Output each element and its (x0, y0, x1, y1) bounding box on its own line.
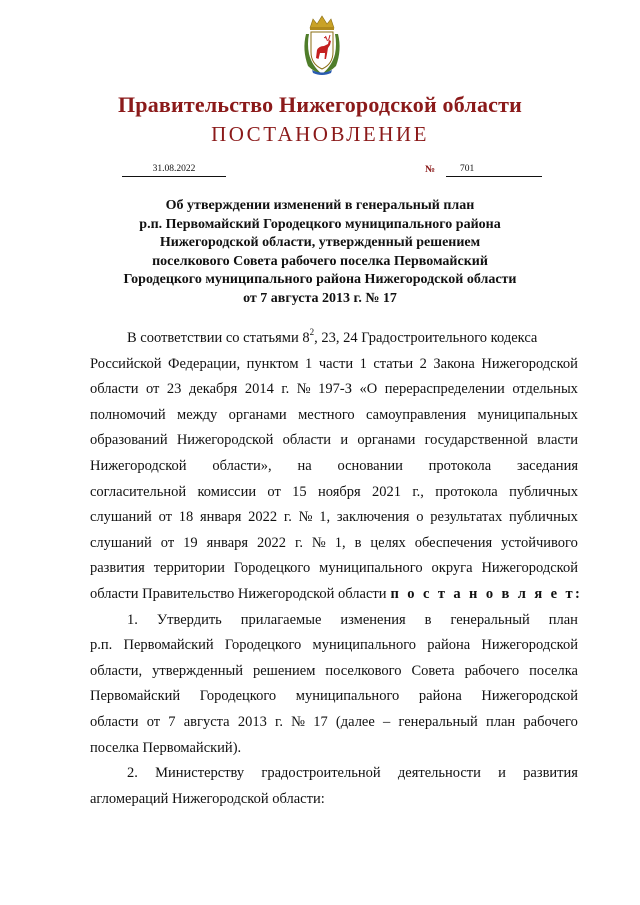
word: территории (153, 560, 225, 577)
word: района (418, 688, 462, 705)
word: Нижегородской (481, 637, 578, 654)
word: 2013 (237, 713, 267, 730)
word: полномочий (90, 406, 166, 423)
word: № (298, 509, 313, 526)
word: 2022 (257, 534, 287, 551)
body-line (90, 505, 578, 531)
word: муниципального (312, 637, 417, 654)
word: в (424, 611, 432, 628)
body-line: поселка Первомайский). (90, 739, 242, 756)
word: о (416, 509, 424, 526)
body-text (127, 326, 537, 352)
word: Городецкого (233, 560, 311, 577)
word: от (146, 381, 160, 398)
word: области, (90, 662, 143, 679)
word: Городецкого (224, 637, 302, 654)
word: целях (370, 534, 406, 551)
word: градостроительной (261, 765, 381, 782)
word: образований (90, 432, 168, 449)
word: развития (523, 765, 578, 782)
word: 2. (127, 765, 138, 782)
word: местного (298, 406, 355, 423)
word: января (199, 509, 242, 526)
word: г. (275, 713, 283, 730)
number-sign: № (425, 164, 436, 175)
word: 15 (292, 483, 307, 500)
word: Министерству (155, 765, 245, 782)
body-line (90, 480, 578, 506)
word: Нижегородской (481, 688, 578, 705)
subject-line: поселкового Совета рабочего поселка Первомайский (152, 253, 488, 269)
body-line (90, 684, 578, 710)
document-subject (110, 197, 530, 309)
word: согласительной (90, 483, 187, 500)
word: Закона (433, 355, 475, 372)
word: обеспечения (414, 534, 493, 551)
word: (далее (335, 713, 375, 730)
word: № (311, 534, 326, 551)
word: «О (359, 381, 378, 398)
document-type-heading: ПОСТАНОВЛЕНИЕ (211, 122, 429, 146)
word: р.п. (90, 637, 113, 654)
document-number: 701 (446, 163, 542, 177)
word: органами (357, 432, 416, 449)
word: муниципального (319, 560, 423, 577)
word: 197-З (318, 381, 352, 398)
word: государственной (424, 432, 528, 449)
word: публичных (508, 509, 578, 526)
government-title: Правительство Нижегородской области (117, 92, 522, 117)
word: отдельных (512, 381, 578, 398)
word: слушаний (90, 509, 152, 526)
body-line (90, 428, 578, 454)
word: 23 (166, 381, 182, 398)
body-line (90, 531, 578, 557)
document-date: 31.08.2022 (122, 163, 226, 177)
word: поселкового (325, 662, 402, 679)
word: власти (537, 432, 578, 449)
word: 1 (305, 355, 313, 372)
word: области (282, 432, 332, 449)
word: в (354, 534, 362, 551)
word: 2 (419, 355, 427, 372)
subject-line: от 7 августа 2013 г. № 17 (243, 290, 397, 306)
word: декабря (188, 381, 238, 398)
body-line (90, 403, 578, 429)
word: – (383, 713, 391, 730)
word: Нижегородской (481, 560, 578, 577)
word: развития (90, 560, 145, 577)
word: 19 (183, 534, 198, 551)
word: Совета (411, 662, 455, 679)
word: от (267, 483, 281, 500)
word: перераспределении (384, 381, 505, 398)
body-text-part: В соответствии со статьями 8 (127, 330, 310, 346)
word: Первомайский (90, 688, 181, 705)
word: г. (283, 509, 292, 526)
word: 1, (334, 534, 346, 551)
word: Российской (90, 355, 162, 372)
word: области (90, 713, 139, 730)
word: округа (431, 560, 473, 577)
word: 2021 (372, 483, 402, 500)
word: поселка (529, 662, 578, 679)
word: изменения (340, 611, 406, 628)
word: 17 (313, 713, 328, 730)
word: слушаний (90, 534, 152, 551)
word: 2022 (248, 509, 278, 526)
body-line (90, 352, 578, 378)
word: Первомайский (123, 637, 214, 654)
word: прилагаемые (240, 611, 322, 628)
subject-line: Нижегородской области, утвержденный решением (159, 235, 481, 251)
word: Нижегородской (176, 432, 274, 449)
word: 1, (319, 509, 331, 526)
word: органами (228, 406, 287, 423)
body-line (90, 556, 578, 582)
word: г. (295, 534, 303, 551)
body-line (90, 454, 578, 480)
word: заключения (336, 509, 410, 526)
word: статьи (373, 355, 414, 372)
word: 2014 (244, 381, 274, 398)
word: самоуправления (366, 406, 467, 423)
word: Нижегородской (90, 457, 187, 474)
word: решением (253, 662, 316, 679)
resolution-word: п о с т а н о в л я е т: (390, 585, 583, 602)
word: между (177, 406, 218, 423)
body-line (90, 710, 578, 736)
subject-line: Городецкого муниципального района Нижегородской области (123, 272, 517, 288)
word: результатах (430, 509, 503, 526)
word: 1 (359, 355, 367, 372)
body-line (90, 633, 578, 659)
word: Федерации, (167, 355, 241, 372)
word: публичных (509, 483, 578, 500)
word: Городецкого (199, 688, 277, 705)
word: от (146, 713, 161, 730)
coat-of-arms-emblem (300, 14, 344, 76)
word: деятельности (397, 765, 481, 782)
word: пунктом (246, 355, 299, 372)
body-line (90, 377, 578, 403)
word: области», (212, 457, 272, 474)
word: муниципального (295, 688, 400, 705)
word: утвержденный (152, 662, 243, 679)
word: и (498, 765, 506, 782)
word: 1. (127, 611, 138, 628)
body-text: области Правительство Нижегородской области (90, 585, 387, 602)
body-line (90, 659, 578, 685)
document-body (90, 326, 583, 812)
word: протокола (428, 457, 492, 474)
word: августа (183, 713, 230, 730)
word: генеральный (450, 611, 530, 628)
word: части (318, 355, 354, 372)
body-line (90, 608, 578, 634)
word: муниципальных (477, 406, 578, 423)
word: заседания (516, 457, 578, 474)
word: протокола (435, 483, 498, 500)
word: области (90, 381, 139, 398)
word: комиссии (197, 483, 257, 500)
word: основании (337, 457, 403, 474)
word: и (340, 432, 349, 449)
word: № (296, 381, 311, 398)
word: Утвердить (156, 611, 222, 628)
word: № (291, 713, 306, 730)
word: ноября (317, 483, 361, 500)
word: рабочего (464, 662, 520, 679)
word: района (427, 637, 471, 654)
word: план (485, 713, 516, 730)
word: рабочего (523, 713, 578, 730)
subject-line: р.п. Первомайский Городецкого муниципального района (139, 216, 501, 232)
word: на (297, 457, 312, 474)
word: г. (281, 381, 290, 398)
body-line (90, 761, 578, 787)
superscript: 2 (309, 327, 315, 338)
subject-line: Об утверждении изменений в генеральный план (165, 198, 475, 213)
word: 18 (178, 509, 194, 526)
word: план (548, 611, 578, 628)
word: устойчивого (501, 534, 578, 551)
word: 7 (168, 713, 176, 730)
word: января (206, 534, 249, 551)
body-text-part: , 23, 24 Градостроительного кодекса (314, 330, 538, 346)
word: от (158, 509, 172, 526)
word: от (160, 534, 175, 551)
body-line: агломераций Нижегородской области: (90, 790, 325, 807)
word: генеральный (398, 713, 478, 730)
word: г., (412, 483, 424, 500)
word: Нижегородской (481, 355, 578, 372)
body-line (90, 326, 578, 352)
body-line (90, 582, 583, 608)
